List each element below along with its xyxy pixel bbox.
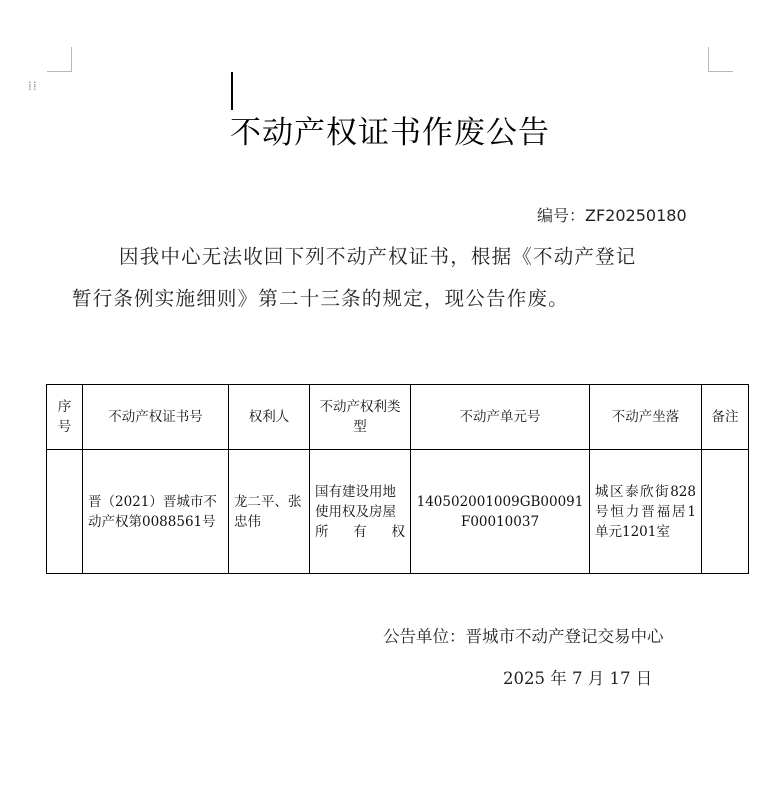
cell-remark bbox=[702, 450, 749, 574]
notice-paragraph-line-2: 暂行条例实施细则》第二十三条的规定，现公告作废。 bbox=[72, 287, 569, 310]
text-cursor bbox=[231, 72, 233, 110]
document-title: 不动产权证书作废公告 bbox=[230, 115, 550, 151]
cell-holder: 龙二平、张忠伟 bbox=[229, 450, 310, 574]
header-cert-number: 不动产权证书号 bbox=[83, 385, 229, 450]
drag-handle-icon[interactable]: ⁞⁞ bbox=[28, 79, 38, 93]
cell-no bbox=[47, 450, 83, 574]
certificate-table bbox=[46, 384, 749, 574]
serial-number bbox=[537, 205, 687, 227]
table-row bbox=[47, 450, 749, 574]
cell-unit-number: 140502001009GB00091F00010037 bbox=[411, 450, 590, 574]
header-right-type: 不动产权利类型 bbox=[310, 385, 411, 450]
table-header-row bbox=[47, 385, 749, 450]
header-remark: 备注 bbox=[702, 385, 749, 450]
issuing-unit: 公告单位：晋城市不动产登记交易中心 bbox=[383, 627, 664, 646]
page-margin-corner-top-right bbox=[708, 47, 733, 72]
header-no: 序号 bbox=[47, 385, 83, 450]
issue-date: 2025 年 7 月 17 日 bbox=[503, 669, 653, 688]
notice-paragraph-line-1: 因我中心无法收回下列不动产权证书，根据《不动产登记 bbox=[119, 245, 637, 268]
header-unit-number: 不动产单元号 bbox=[411, 385, 590, 450]
cell-right-type: 国有建设用地使用权及房屋所有权 bbox=[310, 450, 411, 574]
cell-location: 城区泰欣街828号恒力晋福居1单元1201室 bbox=[590, 450, 702, 574]
cell-cert-number: 晋（2021）晋城市不动产权第0088561号 bbox=[83, 450, 229, 574]
serial-number-label: 编号： bbox=[537, 206, 586, 225]
header-location: 不动产坐落 bbox=[590, 385, 702, 450]
header-holder: 权利人 bbox=[229, 385, 310, 450]
serial-number-value: ZF20250180 bbox=[585, 206, 687, 225]
page-margin-corner-top-left bbox=[47, 47, 72, 72]
